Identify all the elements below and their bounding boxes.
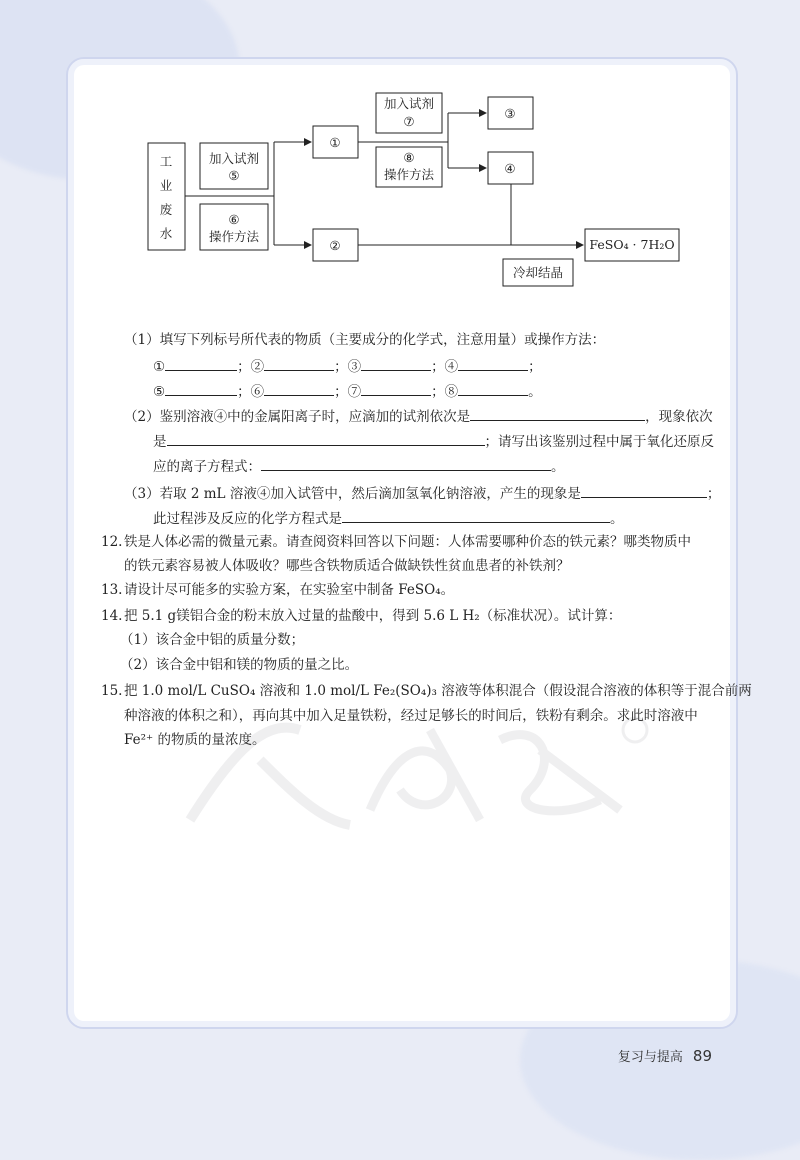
- part3-text: 此过程涉及反应的化学方程式是: [153, 511, 342, 527]
- q11-part3-line2: [153, 508, 624, 529]
- reagent-7-number: ⑦: [403, 114, 415, 129]
- part3-text: ；: [706, 486, 721, 502]
- page-number: 89: [692, 1047, 712, 1065]
- q11-answer-row-1: [153, 356, 542, 377]
- part3-text: 。: [610, 511, 624, 527]
- answer-blank-4[interactable]: [458, 356, 528, 371]
- part2-text: 。: [551, 459, 565, 475]
- node-3-label: ③: [504, 106, 516, 121]
- label-6: ；⑥: [237, 384, 265, 400]
- label-3: ；③: [334, 359, 362, 375]
- source-char: 业: [159, 178, 173, 193]
- separator: 。: [528, 384, 542, 400]
- q14-line1: 把 5.1 g镁铝合金的粉末放入过量的盐酸中，得到 5.6 L H₂（标准状况）。试计算：: [124, 608, 622, 624]
- part2-text: （2）鉴别溶液④中的金属阳离子时，应滴加的试剂依次是: [124, 409, 471, 425]
- q15-line2: 种溶液的体积之和），再向其中加入足量铁粉，经过足够长的时间后，铁粉有剩余。求此时溶液中: [124, 708, 698, 724]
- answer-blank-1[interactable]: [165, 356, 237, 371]
- label-1: ①: [153, 359, 166, 375]
- method-6-number: ⑥: [228, 212, 240, 227]
- node-1-label: ①: [329, 135, 341, 150]
- label-2: ；②: [237, 359, 265, 375]
- section-title: 复习与提高: [617, 1050, 683, 1065]
- separator: ；: [528, 359, 542, 375]
- q11-part3-line1: [124, 483, 720, 504]
- q13-line1: 请设计尽可能多的实验方案，在实验室中制备 FeSO₄。: [124, 582, 455, 598]
- q11-answer-row-2: [153, 381, 542, 402]
- q15-line1: 把 1.0 mol/L CuSO₄ 溶液和 1.0 mol/L Fe₂(SO₄)₃ 溶液等体积混合（假设混合溶液的体积等于混合前两: [124, 683, 752, 699]
- reagent-5-number: ⑤: [228, 168, 240, 183]
- crystallize-label: 冷却结晶: [512, 265, 564, 280]
- q14-number: 14.: [101, 608, 123, 624]
- node-2-label: ②: [329, 238, 341, 253]
- answer-blank-5[interactable]: [165, 381, 237, 396]
- phenomenon-blank-2[interactable]: [581, 483, 707, 498]
- q12-number: 12.: [101, 534, 123, 550]
- source-char: 水: [159, 226, 173, 241]
- process-flow-diagram: [0, 0, 800, 300]
- part3-text: （3）若取 2 mL 溶液④加入试管中，然后滴加氢氧化钠溶液，产生的现象是: [124, 486, 581, 502]
- q11-part2-line3: [153, 456, 565, 477]
- q11-part1-intro: （1）填写下列标号所代表的物质（主要成分的化学式，注意用量）或操作方法：: [124, 332, 606, 348]
- q11-part2-line2: [153, 431, 714, 452]
- ionic-equation-blank[interactable]: [261, 456, 551, 471]
- method-8-number: ⑧: [403, 150, 415, 165]
- part2-text: 是: [153, 434, 167, 450]
- method-6-label: 操作方法: [208, 229, 260, 244]
- label-7: ；⑦: [334, 384, 362, 400]
- reagent-5-label: 加入试剂: [208, 151, 260, 166]
- method-8-label: 操作方法: [383, 167, 435, 182]
- source-char: 废: [159, 202, 173, 217]
- node-4-label: ④: [504, 161, 516, 176]
- page-footer: [618, 1046, 712, 1065]
- q14-sub2: （2）该合金中铝和镁的物质的量之比。: [120, 657, 359, 673]
- label-8: ；⑧: [431, 384, 459, 400]
- part2-text: 应的离子方程式：: [153, 459, 261, 475]
- part2-text: ，现象依次: [645, 409, 713, 425]
- q15-number: 15.: [101, 683, 123, 699]
- product-label: FeSO₄ · 7H₂O: [589, 237, 675, 252]
- q12-line2: 的铁元素容易被人体吸收？哪些含铁物质适合做缺铁性贫血患者的补铁剂？: [124, 558, 570, 574]
- answer-blank-2[interactable]: [264, 356, 334, 371]
- source-char: 工: [159, 154, 173, 169]
- reagent-7-label: 加入试剂: [383, 96, 435, 111]
- answer-blank-3[interactable]: [361, 356, 431, 371]
- answer-blank-6[interactable]: [264, 381, 334, 396]
- q15-line3: Fe²⁺ 的物质的量浓度。: [124, 732, 266, 748]
- part2-text: ；请写出该鉴别过程中属于氧化还原反: [484, 434, 714, 450]
- chemical-equation-blank[interactable]: [342, 508, 610, 523]
- label-4: ；④: [431, 359, 459, 375]
- reagent-order-blank[interactable]: [470, 406, 645, 421]
- q11-part2-line1: [124, 406, 713, 427]
- phenomenon-blank[interactable]: [167, 431, 485, 446]
- answer-blank-7[interactable]: [361, 381, 431, 396]
- answer-blank-8[interactable]: [458, 381, 528, 396]
- q12-line1: 铁是人体必需的微量元素。请查阅资料回答以下问题：人体需要哪种价态的铁元素？哪类物质中: [124, 534, 691, 550]
- label-5: ⑤: [153, 384, 166, 400]
- q13-number: 13.: [101, 582, 123, 598]
- q14-sub1: （1）该合金中铝的质量分数；: [120, 632, 305, 648]
